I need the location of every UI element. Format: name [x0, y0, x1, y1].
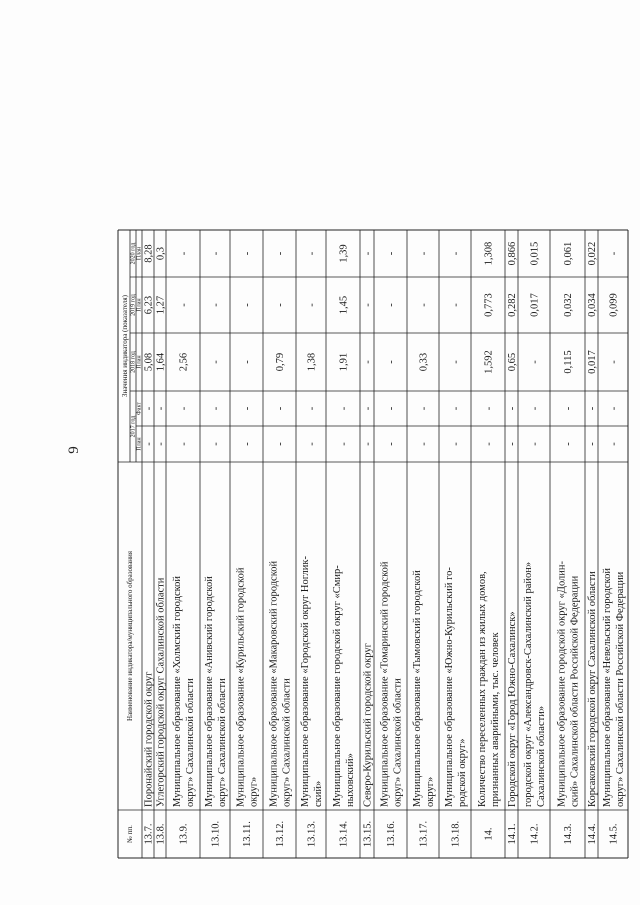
- row-name: Муниципальное образование «Курильский городской: [235, 567, 247, 807]
- row-name: округ» Сахалинской области Российской Федерации: [615, 571, 626, 807]
- row-value: 1,38: [306, 352, 318, 372]
- row-value: -: [529, 442, 541, 446]
- row-num: 13.16.: [386, 820, 397, 848]
- row-value: 0,65: [507, 352, 518, 372]
- row-name: Северо-Курильский городской округ: [362, 643, 374, 807]
- row-value: -: [210, 442, 222, 446]
- row-name: округ» Сахалинской области: [217, 678, 228, 807]
- row-value: -: [306, 303, 318, 307]
- row-value: 1,64: [155, 352, 167, 372]
- row-value: -: [450, 406, 462, 411]
- row-name: городской округ «Александровск-Сахалинский район»: [523, 561, 534, 807]
- row-name: Муниципальное образование городской округ «Долин-: [556, 560, 568, 807]
- row-value: -: [418, 251, 430, 256]
- header-num: № пп.: [126, 825, 134, 843]
- row-value: 0,33: [418, 352, 430, 372]
- header-year: 2020 год: [130, 242, 137, 265]
- row-value: -: [386, 360, 397, 364]
- row-value: -: [450, 251, 462, 256]
- row-name: Количество переселенных граждан из жилых домов,: [477, 571, 488, 807]
- row-num: 14.3.: [563, 823, 574, 845]
- row-value: 0,115: [563, 350, 574, 374]
- row-num: 13.11.: [242, 821, 253, 847]
- row-value: 1,91: [338, 352, 350, 372]
- row-name: ныховский»: [345, 753, 356, 807]
- row-value: -: [386, 303, 397, 307]
- row-num: 14.2.: [529, 823, 541, 845]
- row-value: 2,56: [178, 352, 190, 372]
- row-value: -: [529, 360, 541, 364]
- row-num: 13.7.: [143, 823, 155, 845]
- row-num: 13.14.: [338, 820, 350, 848]
- row-value: -: [483, 442, 495, 446]
- row-name: ский»: [313, 780, 324, 807]
- row-value: -: [608, 442, 620, 446]
- header-subcol: План: [136, 246, 143, 261]
- row-value: -: [178, 303, 190, 307]
- row-name: округ» Сахалинской области: [281, 678, 293, 807]
- row-value: -: [362, 303, 374, 307]
- row-value: -: [210, 406, 222, 411]
- row-value: -: [608, 360, 620, 364]
- row-value: -: [275, 303, 286, 307]
- row-value: -: [418, 303, 430, 307]
- row-value: 0,099: [608, 293, 620, 317]
- header-values-group: Значения индикатора (показателя): [121, 295, 129, 397]
- row-value: 0,061: [563, 241, 574, 266]
- row-value: -: [362, 360, 374, 364]
- row-value: -: [386, 251, 397, 256]
- row-name: Муниципальное образование «Невельский городской: [602, 568, 613, 807]
- row-num: 14.5.: [608, 823, 620, 845]
- row-num: 14.1.: [507, 823, 518, 845]
- row-value: -: [155, 442, 167, 446]
- row-value: 1,308: [483, 241, 495, 266]
- header-year: 2019 год: [130, 294, 137, 316]
- row-name: округ»: [248, 776, 260, 807]
- row-value: 1,27: [155, 295, 167, 315]
- row-value: -: [563, 442, 574, 446]
- row-value: -: [143, 406, 155, 411]
- row-num: 13.18.: [450, 820, 462, 848]
- row-value: -: [587, 406, 598, 411]
- header-subcol: Факт: [136, 402, 143, 415]
- row-value: -: [210, 360, 222, 364]
- row-value: -: [306, 406, 318, 411]
- row-value: 0,015: [529, 241, 541, 266]
- row-value: -: [450, 303, 462, 307]
- row-value: -: [529, 406, 541, 411]
- row-num: 13.17.: [418, 820, 430, 848]
- row-name: Сахалинской области»: [536, 705, 547, 807]
- table-grid: [118, 230, 628, 858]
- row-name: Муниципальное образование «Тымовский городской: [412, 570, 423, 807]
- row-value: -: [450, 442, 462, 446]
- row-value: -: [507, 442, 518, 446]
- row-value: -: [450, 360, 462, 364]
- row-value: -: [178, 442, 190, 446]
- row-value: 0,79: [275, 352, 286, 372]
- row-name: Углегорский городской округ Сахалинской области: [155, 577, 167, 807]
- row-value: -: [587, 442, 598, 446]
- row-name: округ» Сахалинской области: [185, 678, 196, 807]
- row-value: -: [242, 406, 253, 411]
- row-value: 0,017: [529, 293, 541, 317]
- row-name: Муниципальное образование городской округ «Смир-: [332, 565, 343, 807]
- row-num: 14.4.: [587, 823, 598, 845]
- page-number: 9: [66, 446, 82, 454]
- row-value: 0,022: [587, 241, 598, 266]
- row-value: -: [386, 442, 397, 446]
- row-name: Муниципальное образование «Макаровский городской: [268, 560, 280, 807]
- row-value: -: [155, 406, 167, 411]
- row-value: 0,017: [587, 350, 598, 374]
- header-year: 2018 год: [130, 351, 137, 373]
- row-value: 1,45: [338, 295, 350, 315]
- row-num: 13.12.: [275, 820, 286, 848]
- row-name: Муниципальное образование «Анивский городской: [204, 576, 215, 807]
- row-name: признанных аварийными, тыс. человек: [490, 632, 501, 807]
- row-num: 13.10.: [210, 820, 222, 848]
- row-name: ский» Сахалинской области Российской Федерации: [569, 575, 581, 807]
- row-value: 0,282: [507, 293, 518, 317]
- row-num: 13.13.: [306, 820, 318, 848]
- row-value: -: [242, 251, 253, 256]
- row-name: округ»: [425, 776, 436, 807]
- row-value: -: [210, 251, 222, 256]
- row-value: -: [242, 303, 253, 307]
- row-value: -: [275, 406, 286, 411]
- row-name: Муниципальное образование «Томаринский городской: [379, 561, 391, 807]
- row-value: -: [242, 442, 253, 446]
- row-name: Поронайский городской округ: [143, 671, 155, 807]
- row-value: -: [418, 406, 430, 411]
- row-value: 1,592: [483, 350, 495, 374]
- header-subcol: План: [136, 355, 143, 369]
- row-num: 13.9.: [178, 823, 190, 845]
- header-subcol: План: [136, 298, 143, 312]
- header-name: Наименование индикатора/муниципального образования: [126, 550, 134, 722]
- row-value: -: [338, 406, 350, 411]
- row-value: 5,08: [143, 352, 155, 372]
- row-value: -: [362, 442, 374, 446]
- row-value: -: [386, 406, 397, 411]
- row-value: -: [178, 406, 190, 411]
- row-value: -: [362, 406, 374, 411]
- row-value: -: [608, 251, 620, 256]
- row-name: Корсаковский городской округ Сахалинской области: [587, 571, 598, 807]
- row-value: -: [507, 406, 518, 411]
- row-name: Муниципальное образование «Городской округ Ноглик-: [300, 556, 311, 807]
- row-value: -: [338, 442, 350, 446]
- row-name: округ» Сахалинской области: [392, 678, 404, 807]
- row-name: Муниципальное образование «Холмский городской: [172, 575, 183, 807]
- row-name: Муниципальное образование «Южно-Курильский го-: [444, 567, 455, 807]
- row-value: 0,3: [155, 246, 167, 261]
- row-value: -: [418, 442, 430, 446]
- row-value: 0,032: [563, 293, 574, 317]
- row-value: -: [483, 406, 495, 411]
- row-value: -: [306, 251, 318, 256]
- row-num: 13.8.: [155, 823, 167, 845]
- row-value: -: [178, 251, 190, 256]
- row-value: -: [210, 303, 222, 307]
- row-value: 0,866: [507, 241, 518, 266]
- row-value: -: [275, 251, 286, 256]
- row-value: -: [563, 406, 574, 411]
- row-value: 6,23: [143, 295, 155, 315]
- row-value: -: [306, 442, 318, 446]
- row-value: -: [608, 406, 620, 411]
- row-value: 0,034: [587, 293, 598, 317]
- header-subcol: План: [136, 437, 143, 451]
- row-value: 1,39: [338, 244, 350, 263]
- row-value: 0,773: [483, 293, 495, 317]
- row-value: -: [362, 251, 374, 256]
- row-name: Городской округ «Город Южно-Сахалинск»: [507, 611, 518, 807]
- row-value: -: [143, 442, 155, 446]
- row-num: 13.15.: [362, 820, 374, 848]
- row-value: 8,28: [143, 244, 155, 263]
- row-name: родской округ»: [457, 738, 468, 807]
- row-value: -: [275, 442, 286, 446]
- row-num: 14.: [483, 827, 495, 841]
- header-year: 2017 год: [130, 415, 137, 438]
- row-value: -: [242, 360, 253, 364]
